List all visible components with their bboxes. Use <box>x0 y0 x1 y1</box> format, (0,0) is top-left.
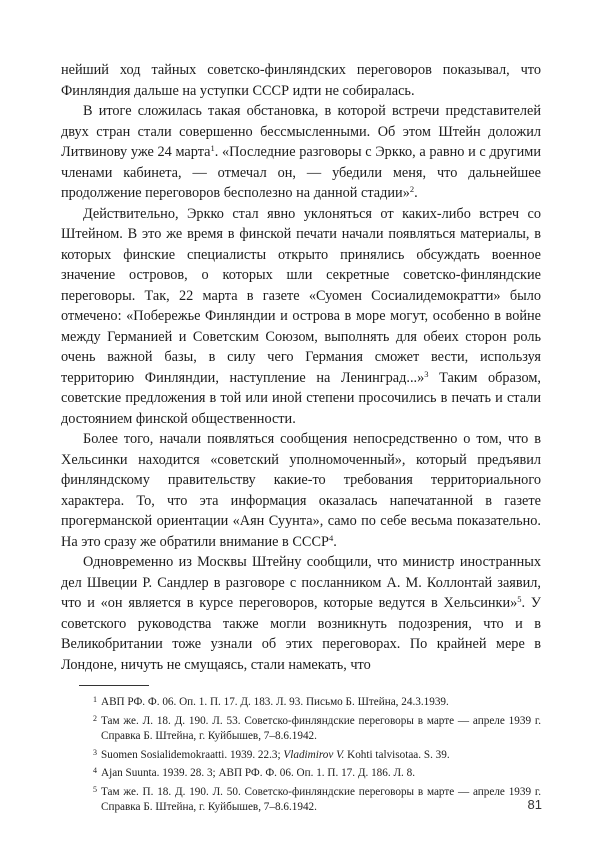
text-run: АВП РФ. Ф. 06. Оп. 1. П. 17. Д. 183. Л. 93. Письмо Б. Штейна, 24.3.1939. <box>101 696 449 708</box>
text-run: Suomen Sosialidemokraatti. 1939. 22.3; <box>101 748 284 761</box>
footnote <box>61 711 541 745</box>
text-run: . <box>414 185 418 201</box>
footnote <box>61 782 541 816</box>
footnote <box>61 692 541 711</box>
text-run: . <box>333 533 337 550</box>
text-run: Более того, начали появляться сообщения непосредственно о том, что в Хельсинки находится «советский уполномоченный», который предъявил финляндскому правительству какие-то требования территориального характера. То, что эта информация оказалась напечатанной в газете прогерманской ориентации «Аян Суунта», само по себе весьма показательно. На это сразу же обратили внимание в СССР <box>61 431 541 550</box>
page-number: 81 <box>527 797 542 812</box>
footnote-ref: 1 <box>210 143 215 153</box>
paragraph <box>61 204 541 430</box>
text-run: Kohti talvisotaa. S. 39. <box>344 748 450 761</box>
footnote-number: 4 <box>93 766 97 775</box>
italic-text: Vladimirov V. <box>283 748 345 761</box>
footnote-number: 3 <box>93 747 97 757</box>
footnote-ref: 5 <box>517 594 522 604</box>
text-run: Одновременно из Москвы Штейну сообщили, что министр иностранных дел Швеции Р. Сандлер в разговоре с посланником А. М. Коллонтай заявил, что и «он является в курсе переговоров, которые ведутся в Хельсинки» <box>61 554 541 611</box>
text-run: В итоге сложилась такая обстановка, в которой встречи представителей двух стран стали совершенно бессмысленными. Об этом Штейн доложил Литвинову уже 24 марта <box>61 103 541 160</box>
text-run: . «Последние разговоры с Эркко, а равно и с другими членами кабинета, — отмечал он, — убедили меня, что дальнейшее продолжение переговоров бесполезно на данной стадии» <box>61 144 541 201</box>
footnote-divider <box>79 685 149 686</box>
text-run: Действительно, Эркко стал явно уклоняться от каких-либо встреч со Штейном. В это же время в финской печати начали появляться материалы, в которых финские специалисты открыто принялись обсуждать военное значение островов, о которых шли секретные советско-финляндские переговоры. Так, 22 марта в газете «Суомен Сосиалидемократти» было отмечено: «Побережье Финляндии и острова в море могут, особенно в войне между Германией и Советским Союзом, выполнять для обеих сторон роль очень важной базы, в силу чего Германия сможет вести, используя территорию Финляндии, наступление на Ленинград...» <box>61 205 541 386</box>
footnote-ref: 2 <box>409 184 415 194</box>
text-run: нейший ход тайных советско-финляндских переговоров показывал, что Финляндия дальше на уступки СССР идти не собиралась. <box>61 62 541 99</box>
page-body <box>61 60 541 816</box>
text-run: Ajan Suunta. 1939. 28. 3; АВП РФ. Ф. 06. Оп. 1. П. 17. Д. 186. Л. 8. <box>101 767 416 779</box>
footnote-number: 1 <box>93 695 97 704</box>
footnote <box>61 763 541 782</box>
text-run: Там же. Л. 18. Д. 190. Л. 53. Советско-финляндские переговоры в марте — апреле 1939 г. Справка Б. Штейна, г. Куйбышев, 7–8.6.1942. <box>101 714 541 742</box>
paragraph <box>61 429 541 552</box>
footnote <box>61 745 541 764</box>
paragraph <box>61 552 541 675</box>
footnote-number: 2 <box>93 713 97 723</box>
text-run: . У советского руководства также могли возникнуть подозрения, что и в Великобритании тоже узнали об этих переговорах. По крайней мере в Лондоне, ничуть не смущаясь, стали намекать, что <box>61 595 541 673</box>
main-text <box>61 60 541 675</box>
footnotes <box>61 692 541 816</box>
text-run: Таким образом, советские предложения в той или иной степени просочились в печать и стали достоянием финской общественности. <box>61 369 541 427</box>
text-run: Там же. П. 18. Д. 190. Л. 50. Советско-финляндские переговоры в марте — апреле 1939 г. Справка Б. Штейна, г. Куйбышев, 7–8.6.1942. <box>101 785 541 813</box>
paragraph <box>61 101 541 204</box>
footnote-ref: 3 <box>424 368 429 379</box>
paragraph <box>61 60 541 101</box>
footnote-ref: 4 <box>328 532 334 543</box>
footnote-number: 5 <box>93 784 97 794</box>
